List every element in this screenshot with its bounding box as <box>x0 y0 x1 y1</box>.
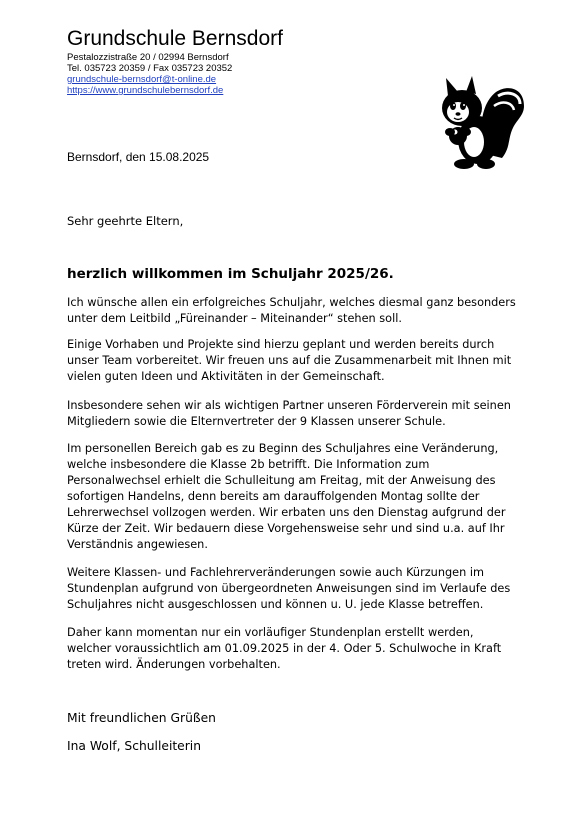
paragraph-line: sofortigen Handelns, denn bereits am darauffolgenden Montag sollte der <box>67 490 480 503</box>
paragraph-line: vielen guten Ideen und Aktivitäten in der Gemeinschaft. <box>67 370 385 383</box>
paragraph-1 <box>67 295 527 327</box>
website-link[interactable]: https://www.grundschulebernsdorf.de <box>67 85 224 96</box>
paragraph-line: Einige Vorhaben und Projekte sind hierzu geplant und werden bereits durch <box>67 338 495 351</box>
date-line: Bernsdorf, den 15.08.2025 <box>67 150 210 164</box>
paragraph-line: treten wird. Änderungen vorbehalten. <box>67 658 281 671</box>
squirrel-logo-icon <box>428 74 528 174</box>
paragraph-line: Ich wünsche allen ein erfolgreiches Schuljahr, welches diesmal ganz besonders <box>67 296 516 309</box>
paragraph-line: Kürze der Zeit. Wir bedauern diese Vorgehensweise sehr und sind u.a. auf Ihr <box>67 522 505 535</box>
paragraph-line: Daher kann momentan nur ein vorläufiger Stundenplan erstellt werden, <box>67 626 474 639</box>
phone-fax: Tel. 035723 20359 / Fax 035723 20352 <box>67 63 233 74</box>
paragraph-line: Verständnis angewiesen. <box>67 538 208 551</box>
paragraph-line: Personalwechsel erhielt die Schulleitung am Freitag, mit der Anweisung des <box>67 474 496 487</box>
paragraph-3 <box>67 398 527 430</box>
paragraph-line: Lehrerwechsel vollzogen werden. Wir erbaten uns den Dienstag aufgrund der <box>67 506 506 519</box>
paragraph-line: welcher voraussichtlich am 01.09.2025 in der 4. Oder 5. Schulwoche in Kraft <box>67 642 502 655</box>
paragraph-line: Im personellen Bereich gab es zu Beginn des Schuljahres eine Veränderung, <box>67 442 499 455</box>
paragraph-6 <box>67 625 527 673</box>
school-name: Grundschule Bernsdorf <box>67 27 283 50</box>
paragraph-line: welche insbesondere die Klasse 2b betrifft. Die Information zum <box>67 458 430 471</box>
paragraph-line: Weitere Klassen- und Fachlehrerveränderungen sowie auch Kürzungen im <box>67 566 485 579</box>
paragraph-line: Stundenplan aufgrund von übergeordneten Anweisungen sind im Verlaufe des <box>67 582 511 595</box>
salutation: Sehr geehrte Eltern, <box>67 214 184 228</box>
school-address: Pestalozzistraße 20 / 02994 Bernsdorf <box>67 52 229 63</box>
paragraph-2 <box>67 337 527 385</box>
paragraph-line: Insbesondere sehen wir als wichtigen Partner unseren Förderverein mit seinen <box>67 399 511 412</box>
closing: Mit freundlichen Grüßen <box>67 711 216 725</box>
welcome-heading: herzlich willkommen im Schuljahr 2025/26. <box>67 266 394 282</box>
paragraph-4 <box>67 441 527 553</box>
email-link[interactable]: grundschule-bernsdorf@t-online.de <box>67 74 217 85</box>
signature: Ina Wolf, Schulleiterin <box>67 739 202 753</box>
paragraph-line: unser Team vorbereitet. Wir freuen uns auf die Zusammenarbeit mit Ihnen mit <box>67 354 512 367</box>
paragraph-line: unter dem Leitbild „Füreinander – Miteinander“ stehen soll. <box>67 312 402 325</box>
paragraph-line: Schuljahres nicht ausgeschlossen und können u. U. jede Klasse betreffen. <box>67 598 484 611</box>
paragraph-line: Mitgliedern sowie die Elternvertreter der 9 Klassen unserer Schule. <box>67 415 446 428</box>
paragraph-5 <box>67 565 527 613</box>
